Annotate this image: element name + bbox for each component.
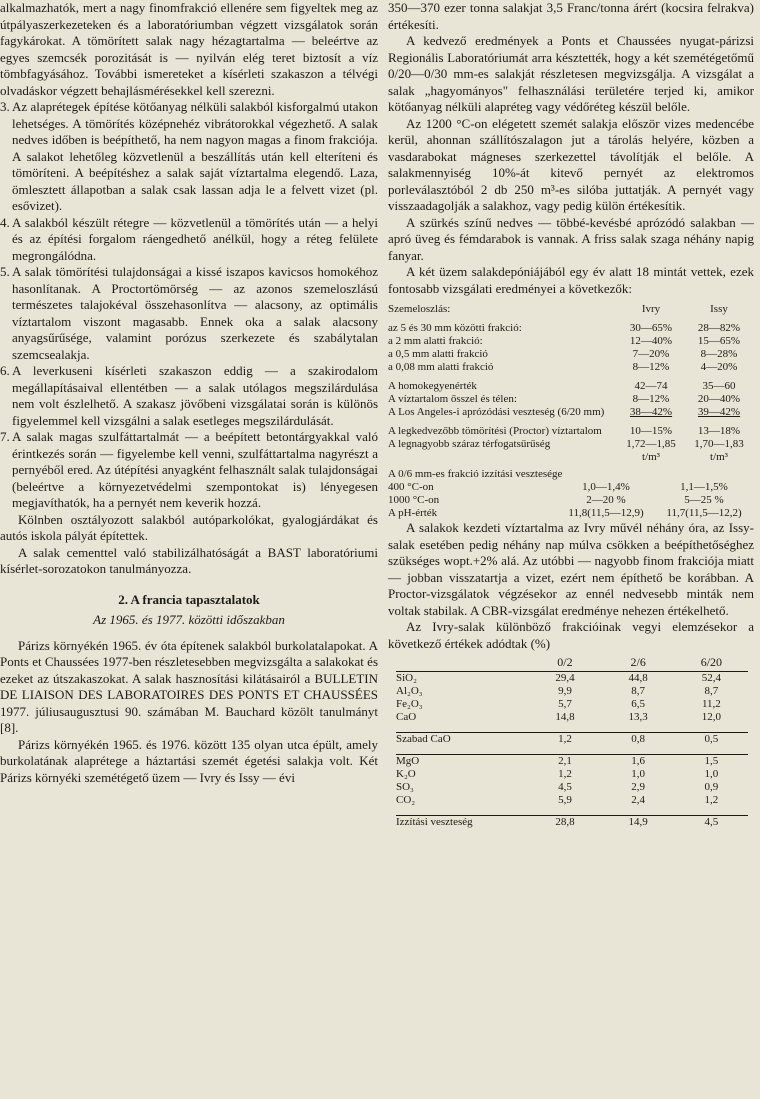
cell-value: 8,7 — [704, 685, 719, 697]
cell-value: 9,9 — [558, 685, 572, 697]
table-row — [396, 698, 748, 711]
row-label: Szabad CaO — [396, 733, 528, 747]
list-item-number: 6. — [0, 363, 10, 378]
row-label: CO₂ — [396, 794, 416, 806]
row-label: K₂O — [396, 768, 416, 780]
value-ivry: 7—20% — [632, 348, 670, 360]
value-ivry: 30—65% — [629, 322, 673, 334]
row-label: CaO — [396, 711, 417, 723]
cell-value: 5,7 — [558, 698, 572, 710]
table-row — [396, 733, 748, 747]
table-header-label: Szemeloszlás: — [388, 303, 451, 315]
paragraph: Az Ivry-salak különböző frakcióinak vegyi elemzésekor a következő értékek adódtak (%) — [388, 619, 754, 651]
cell-value: 29,4 — [555, 672, 575, 684]
chem-header-col: 6/20 — [675, 656, 748, 672]
table-row — [396, 816, 748, 830]
cell-value: 0,9 — [704, 781, 719, 793]
cell-value: 2,1 — [528, 755, 601, 769]
row-label: a 0,08 mm alatti frakció — [388, 361, 494, 373]
value-issy: 11,7(11,5—12,2) — [666, 507, 742, 519]
table-row — [396, 755, 748, 769]
value-ivry: 42—74 — [634, 380, 668, 392]
paragraph: Párizs környékén 1965. év óta építenek salakból burkolatalapokat. A Ponts et Chaussées 1977-ben részletesebben megvizsgálta a salakokat és ezeket az útszakaszokat. A salak hasznosítási kilátásairól a BULLETIN DE LIAISON DES LABORATOIRES DES PONTS ET CHAUSSÉES 1977. júliusaugusztusi 90. számában M. Bauchard közölt tanulmányt [8]. — [0, 637, 378, 735]
row-label: SiO₂ — [396, 672, 417, 684]
table-row — [388, 438, 754, 464]
row-label: Al₂O₃ — [396, 685, 423, 697]
value-issy: 28—82% — [697, 322, 741, 334]
cell-value: 11,2 — [701, 698, 721, 710]
cell-value: 2,9 — [631, 781, 646, 793]
cell-value: 1,0 — [704, 768, 719, 780]
value-issy: 5—25 % — [684, 494, 724, 506]
value-ivry: 38—42% — [629, 406, 673, 418]
list-item-text: A salakból készült rétegre — közvetlenül a tömörítés után — a helyi és az építési forgalom ráengedhető anélkül, hogy a réteg felülete megrongálódna. — [12, 214, 378, 263]
group-gap — [396, 746, 748, 755]
value-issy: 13—18% — [697, 425, 741, 437]
table-row — [388, 481, 754, 494]
row-label: A víztartalom ősszel és télen: — [388, 393, 517, 405]
cell-value: 14,9 — [602, 816, 675, 830]
chem-header-col: 2/6 — [602, 656, 675, 672]
value-issy: 15—65% — [697, 335, 741, 347]
cell-value: 1,5 — [675, 755, 748, 769]
right-column — [388, 0, 754, 829]
row-label: Fe₂O₃ — [396, 698, 423, 710]
value-issy: 20—40% — [697, 393, 741, 405]
chemical-analysis-table — [396, 656, 748, 829]
value-issy: 8—28% — [700, 348, 738, 360]
row-label: A Los Angeles-i aprózódási veszteség (6/20 mm) — [388, 406, 605, 418]
table-row — [396, 711, 748, 724]
value-issy: 1,70—1,83 t/m³ — [694, 438, 744, 463]
value-ivry: 8—12% — [632, 393, 670, 405]
cell-value: 1,0 — [631, 768, 646, 780]
list-item-number: 4. — [0, 214, 10, 230]
table-row — [388, 348, 754, 361]
table-row — [388, 406, 754, 419]
cell-value: 0,8 — [602, 733, 675, 747]
row-label: A legnagyobb száraz térfogatsűrűség — [388, 438, 551, 450]
row-label: Izzítási veszteség — [396, 816, 528, 830]
list-item — [0, 363, 378, 429]
cell-value: 8,7 — [631, 685, 646, 697]
row-label: A homokegyenérték — [388, 380, 477, 392]
table-header-issy: Issy — [710, 303, 728, 315]
paragraph: 350—370 ezer tonna salakjat 3,5 Franc/tonna árért (kocsira felrakva) értékesíti. — [388, 0, 754, 32]
list-item — [0, 429, 378, 512]
row-label: a 0,5 mm alatti frakció — [388, 348, 488, 360]
chem-header-col: 0/2 — [528, 656, 601, 672]
row-label: 400 °C-on — [388, 481, 434, 493]
paragraph: A szürkés színű nedves — többé-kevésbé aprózódó salakban — apró üveg és fémdarabok is vannak. A friss salak szaga néhány napig fanyar. — [388, 214, 754, 263]
cell-value: 44,8 — [628, 672, 648, 684]
paragraph: A két üzem salakdepóniájából egy év alatt 18 mintát vettek, ezek fontosabb vizsgálati eredményei a következők: — [388, 264, 754, 296]
table-row — [388, 393, 754, 406]
value-ivry: 12—40% — [629, 335, 673, 347]
paragraph: A kedvező eredmények a Ponts et Chaussées nyugat-párizsi Regionális Laboratóriumát arra késztették, hogy a két szemétégetőmű 0/20—0/30 mm-es salakját részletesen megvizsgálja. A vizsgálat a salak „hagyományos" felhasználási területére terjed ki, amikor kötőanyag nélküli alapréteg vagy védőréteg készül belőle. — [388, 33, 754, 114]
list-item-number: 7. — [0, 429, 10, 444]
table-row — [388, 494, 754, 507]
gap-cell — [396, 807, 748, 816]
value-issy: 4—20% — [700, 361, 738, 373]
cell-value: 12,0 — [701, 711, 722, 723]
paragraph: Párizs környékén 1965. és 1976. között 135 olyan utca épült, amely burkolatának alaprétege a háztartási szemét égetési salakja volt. Két Párizs környéki szemétégető üzem — Ivry és Issy — évi — [0, 736, 378, 785]
paragraph: alkalmazhatók, mert a nagy finomfrakció ellenére sem figyeltek meg az útpályaszerkezeteken és a laboratóriumban végzett vizsgálatok során fagykárokat. A tömörített salak nagy hézagtartalma — beleértve az egyes szemcsék porozitását is — nyilván elég teret biztosít a víz tömbfagyásához. További ismereteket a kísérleti szakaszon a télvégi olvadáskor végzett behajlásmérésekkel kell szerezni. — [0, 0, 378, 98]
chem-header-blank — [396, 656, 528, 672]
list-item — [0, 99, 378, 215]
value-issy: 35—60 — [702, 380, 736, 392]
list-item-text: A leverkuseni kísérleti szakaszon eddig — a szakirodalom megállapításaival ellentétben — a salak utólagos megszilárdulása nem volt észlelhető. A szakasz jövőbeni vizsgálatai során is különös figyelemmel kell vizsgálni a salak esetleges megszilárdulását. — [12, 363, 378, 428]
row-label: 1000 °C-on — [388, 494, 440, 506]
list-item-text: A salak magas szulfáttartalmát — a beépített betontárgyakkal való érintkezés során — figyelembe kell venni, szulfáttartalma nagyrészt a pernyéből ered. Az útépítési anyagként felhasznált salak tulajdonságai (beleértve a környezetvédelmi szempontokat is) lényegesen megjavíthatók, ha a pernyét nem keverik hozzá. — [12, 429, 378, 510]
table-row — [388, 507, 754, 520]
cell-value: 1,6 — [602, 755, 675, 769]
row-label: A legkedvezőbb tömörítési (Proctor) víztartalom — [388, 425, 602, 437]
numbered-list — [0, 99, 378, 512]
ignition-loss-title: A 0/6 mm-es frakció izzítási vesztesége — [388, 468, 563, 480]
table-row — [396, 794, 748, 807]
grading-table — [388, 303, 754, 464]
value-ivry: 8—12% — [632, 361, 670, 373]
value-ivry: 2—20 % — [586, 494, 626, 506]
row-label: az 5 és 30 mm közötti frakció: — [388, 322, 522, 334]
cell-value: 0,5 — [675, 733, 748, 747]
cell-value: 4,5 — [558, 781, 572, 793]
cell-value: 1,2 — [704, 794, 719, 806]
left-column — [0, 0, 378, 786]
table-row — [388, 316, 754, 335]
row-label: SO₃ — [396, 781, 414, 793]
paragraph: Az 1200 °C-on elégetett szemét salakja először vizes medencébe kerül, ahonnan szállítószalagon jut a tárolás helyére, közben a vasdarabokat mágneses szerkezettel távolítják el belőle. A salakmennyiség 10%-át kitevő pernyét az elektromos porleválasztóból 2 db 250 m³-es silóba juttatják. A pernyét vagy visszaadagolják a salakhoz, vagy pedig külön értékesítik. — [388, 115, 754, 213]
ignition-loss-block — [388, 468, 754, 520]
cell-value: 14,8 — [555, 711, 575, 723]
list-item-number: 3. — [0, 99, 10, 114]
gap-cell — [396, 746, 748, 755]
cell-value: 6,5 — [631, 698, 646, 710]
cell-value: 52,4 — [701, 672, 722, 684]
table-row — [396, 781, 748, 794]
gap-cell — [396, 724, 748, 733]
group-gap — [396, 807, 748, 816]
table-row — [396, 685, 748, 698]
table-row — [388, 361, 754, 374]
list-item-text: A salak tömörítési tulajdonságai a kissé iszapos kavicsos homokéhoz hasonlítanak. A Proctortömörség — az azonos szemeloszlású természetes talajokéval összehasonlítva — alacsony, az optimális víztartalom viszont magasabb. Ennek oka a salak alacsony anyagsűrűsége, valamint porózus szerkezete és szabálytalan szemcsealakja. — [12, 264, 378, 362]
paragraph: A salak cementtel való stabilizálhatóságát a BAST laboratóriumi kísérlet-sorozatokon tanulmányozza. — [0, 544, 378, 576]
value-ivry: 1,0—1,4% — [582, 481, 630, 493]
cell-value: 28,8 — [528, 816, 601, 830]
cell-value: 4,5 — [675, 816, 748, 830]
list-item — [0, 215, 378, 265]
value-ivry: 1,72—1,85 t/m³ — [626, 438, 676, 463]
cell-value: 5,9 — [558, 794, 572, 806]
section-subtitle: Az 1965. és 1977. közötti időszakban — [93, 611, 285, 627]
paragraph: A salakok kezdeti víztartalma az Ivry művél néhány óra, az Issy-salak esetében pedig néhány nap múlva csökken a beépíthetőséghez szükséges wopt.+2% alá. Az utóbbi — nagyobb finom frakciója miatt — jobban visszatartja a vizet, ezért nem építhető be korábban. A Proctor-vizsgálatok végzésekor az ennél nedvesebb minták nem voltak stabilak. A CBR-vizsgálat eredménye nehezen értékelhető. — [388, 520, 754, 618]
group-gap — [396, 724, 748, 733]
cell-value: 2,4 — [631, 794, 646, 806]
table-row — [388, 419, 754, 438]
row-label: A pH-érték — [388, 507, 438, 519]
list-item-number: 5. — [0, 264, 10, 279]
table-row — [396, 768, 748, 781]
value-issy: 1,1—1,5% — [680, 481, 728, 493]
cell-value: 1,2 — [528, 733, 601, 747]
table-row — [396, 672, 748, 686]
table-row — [388, 374, 754, 393]
paragraph: Kölnben osztályozott salakból autóparkolókat, gyalogjárdákat és autós iskola pályát építettek. — [0, 511, 378, 543]
table-row — [388, 335, 754, 348]
value-issy: 39—42% — [697, 406, 741, 418]
cell-value: 1,2 — [558, 768, 572, 780]
list-item-text: Az alaprétegek építése kötőanyag nélküli salakból kisforgalmú utakon lehetséges. A tömörítés középnehéz vibrátorokkal végezhető. A salak nedves időben is beépíthető, ha nem nagyon magas a finom frakciója. A salakot lehetőleg közvetlenül a beszállítás után kell elteríteni és tömöríteni. A beépítéshez a salak saját víztartalma elegendő. Laza, ömlesztett állapotban a salak csak lassan adja le a felvett vizet (pl. esővizet). — [12, 99, 378, 213]
list-item — [0, 264, 378, 363]
row-label: MgO — [396, 755, 528, 769]
row-label: a 2 mm alatti frakció: — [388, 335, 483, 347]
value-ivry: 10—15% — [629, 425, 673, 437]
section-title: 2. A francia tapasztalatok — [118, 591, 260, 607]
table-header-ivry: Ivry — [641, 303, 661, 315]
value-ivry: 11,8(11,5—12,9) — [568, 507, 644, 519]
cell-value: 13,3 — [628, 711, 648, 723]
